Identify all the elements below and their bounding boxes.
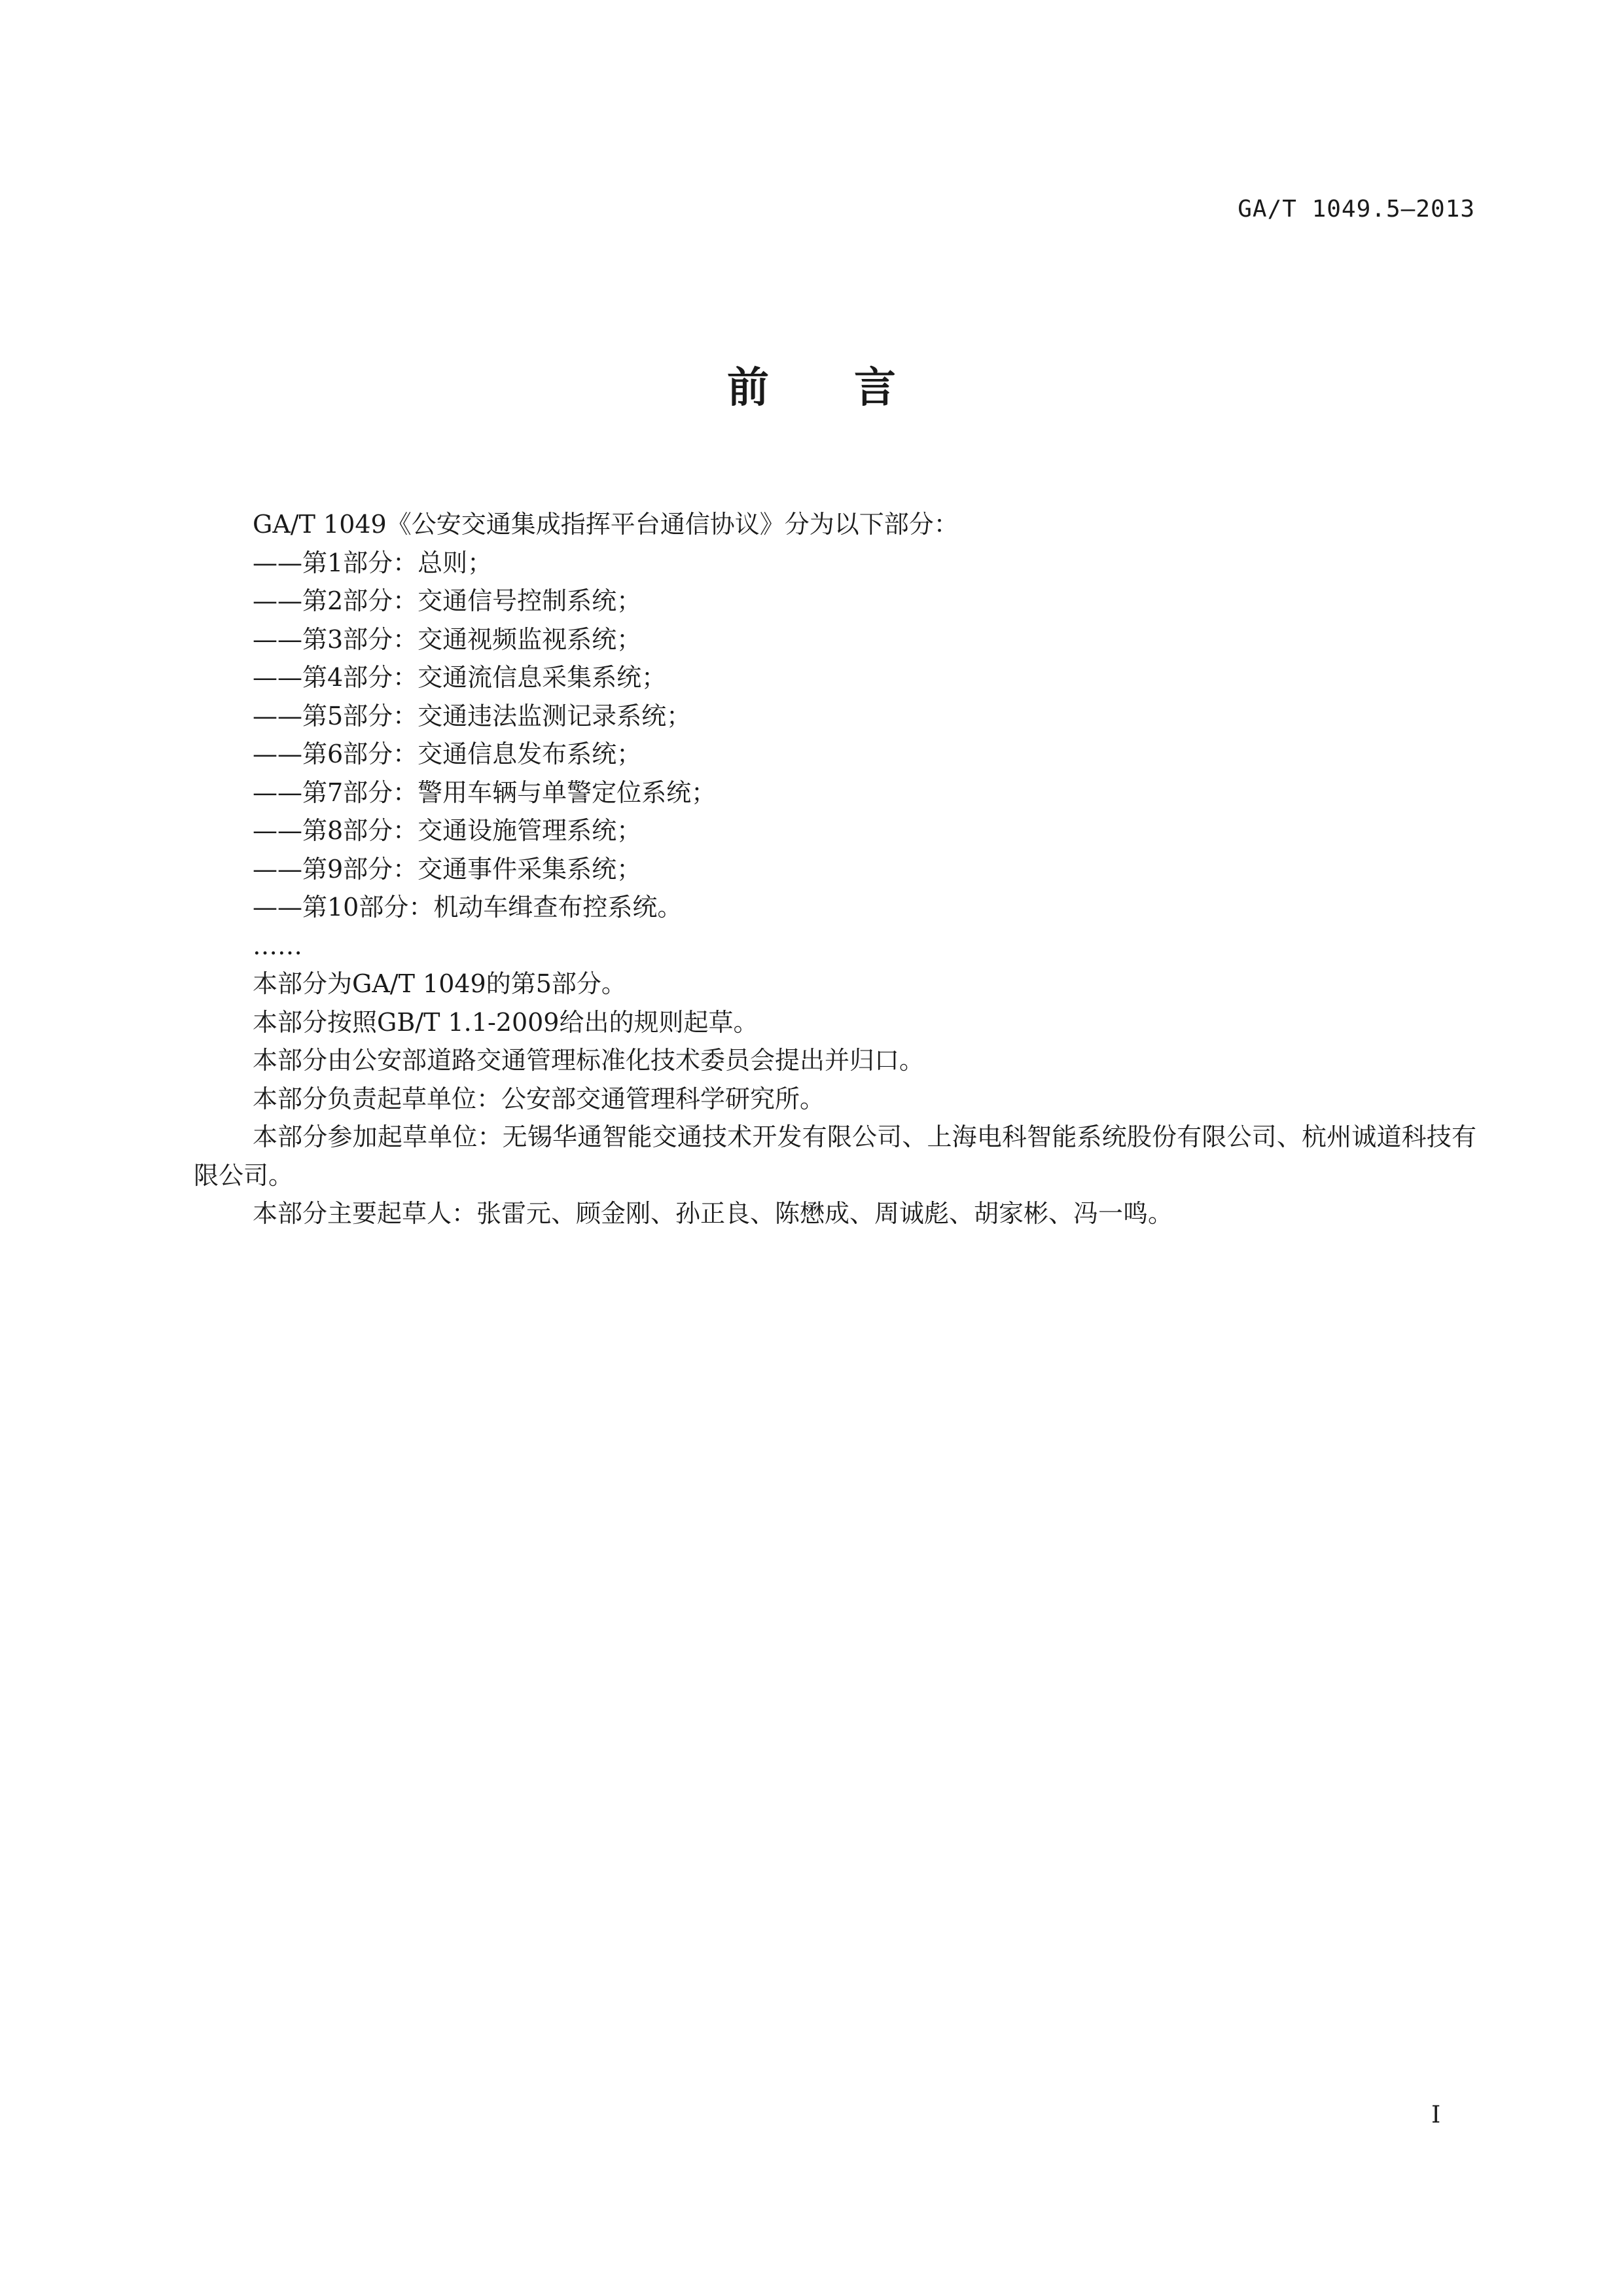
- part-item-10: ——第10部分：机动车缉查布控系统。: [253, 893, 683, 922]
- part-item-1: ——第1部分：总则；: [253, 548, 493, 577]
- statement-main-drafters: 本部分主要起草人：张雷元、顾金刚、孙正良、陈懋成、周诚彪、胡家彬、冯一鸣。: [253, 1199, 1173, 1228]
- list-ellipsis: ……: [253, 931, 302, 960]
- document-body: [194, 505, 1476, 1233]
- part-item-2: ——第2部分：交通信号控制系统；: [253, 586, 642, 615]
- part-item-6: ——第6部分：交通信息发布系统；: [253, 740, 642, 768]
- part-item-3: ——第3部分：交通视频监视系统；: [253, 624, 642, 654]
- part-item-4: ——第4部分：交通流信息采集系统；: [253, 663, 667, 692]
- page-number: I: [1431, 2102, 1441, 2128]
- parts-list: [194, 544, 1476, 927]
- statement-proposer: 本部分由公安部道路交通管理标准化技术委员会提出并归口。: [253, 1046, 925, 1075]
- part-item-9: ——第9部分：交通事件采集系统；: [253, 854, 642, 884]
- intro-paragraph: GA/T 1049《公安交通集成指挥平台通信协议》分为以下部分：: [253, 510, 959, 539]
- statement-drafting-rules: 本部分按照GB/T 1.1-2009给出的规则起草。: [253, 1007, 758, 1037]
- statement-responsible-unit: 本部分负责起草单位：公安部交通管理科学研究所。: [253, 1084, 825, 1113]
- statement-participating-units: 本部分参加起草单位：无锡华通智能交通技术开发有限公司、上海电科智能系统股份有限公司、杭州诚道科技有限公司。: [194, 1122, 1476, 1190]
- part-item-5: ——第5部分：交通违法监测记录系统；: [253, 701, 692, 730]
- standard-code: GA/T 1049.5—2013: [1238, 196, 1475, 223]
- part-item-7: ——第7部分：警用车辆与单警定位系统；: [253, 778, 717, 807]
- part-item-8: ——第8部分：交通设施管理系统；: [253, 816, 642, 845]
- page-title: 前言: [727, 364, 981, 412]
- statement-part-number: 本部分为GA/T 1049的第5部分。: [253, 969, 626, 998]
